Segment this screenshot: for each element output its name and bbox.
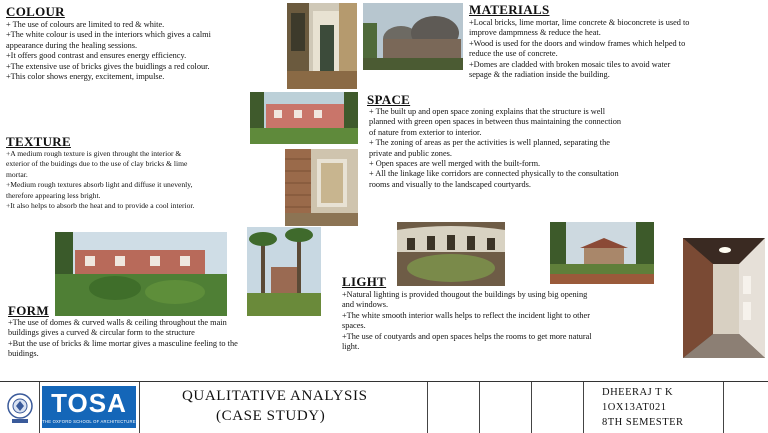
sheet-title-line2: (CASE STUDY) [216, 408, 326, 424]
space-line: rooms and visually to the landscaped courtyards. [369, 179, 531, 189]
form-line: +The use of domes & curved walls & ceiling throughout the main [8, 318, 227, 327]
materials-line: +Local bricks, lime mortar, lime concrete & bioconcrete is used to [469, 18, 690, 27]
light-line: light. [342, 342, 360, 352]
space-text [367, 107, 747, 190]
texture-line: +It also helps to absorb the heat and to provide a cool interior. [6, 201, 195, 211]
light-heading: LIGHT [342, 274, 387, 289]
seal-cell [0, 382, 40, 433]
form-text [8, 318, 338, 360]
texture-line: therefore appearing less bright. [6, 190, 101, 200]
semester: 8TH SEMESTER [602, 417, 684, 428]
space-line: + All the linkage like corridors are connected physically to the consultation [369, 169, 619, 179]
photo-domes-materials [363, 3, 463, 70]
form-section [8, 304, 338, 360]
light-line: +The white smooth interior walls helps to reflect the incident light to other [342, 310, 590, 320]
colour-line: +It offers good contrast and ensures energy efficiency. [6, 51, 187, 61]
materials-line: +Domes are cladded with broken mosaic tiles to avoid water [469, 59, 671, 69]
student-name: DHEERAJ T K [602, 387, 674, 398]
title-cell [140, 382, 428, 433]
tosa-logo [42, 386, 136, 428]
light-line: and windows. [342, 300, 389, 310]
colour-line: + The use of colours are limited to red & white. [6, 20, 165, 29]
light-line: +Natural lighting is provided thougout the buildings by using big opening [342, 290, 588, 299]
colour-text [6, 20, 286, 82]
texture-line: mortar. [6, 169, 28, 179]
student-cell [584, 382, 724, 433]
space-heading: SPACE [367, 92, 411, 107]
blank-cell-4 [724, 382, 768, 433]
blank-cell-2 [480, 382, 532, 433]
space-section [367, 93, 747, 190]
colour-line: +The white colour is used in the interiors which gives a calmi [6, 30, 211, 40]
photo-palm-courtyard [247, 227, 321, 316]
light-section [342, 275, 680, 352]
space-line: planned with green open spaces in between thus maintaining the connection [369, 117, 622, 127]
space-line: private and public zones. [369, 148, 452, 158]
colour-line: +The extensive use of bricks gives the buidlings a red colour. [6, 61, 210, 71]
photo-interior-colour [287, 3, 357, 89]
form-line: buildings gives a curved & circular form to the structure [8, 328, 195, 338]
materials-text [469, 18, 767, 80]
colour-section [6, 5, 286, 82]
texture-section [6, 135, 282, 211]
student-id: 1OX13AT021 [602, 402, 667, 413]
light-line: spaces. [342, 321, 366, 331]
texture-line: +A medium rough texture is given throught the interior & [6, 149, 182, 158]
form-heading: FORM [8, 303, 49, 318]
space-line: + The built up and open space zoning explains that the structure is well [369, 107, 606, 116]
space-line: + Open spaces are well merged with the built-form. [369, 159, 541, 169]
blank-cell-1 [428, 382, 480, 433]
light-text [342, 290, 680, 352]
materials-line: sepage & the radiation inside the building. [469, 70, 610, 80]
school-seal-icon [6, 391, 34, 425]
materials-line: reduce the use of concrete. [469, 49, 558, 59]
logo-text: TOSA [51, 388, 127, 418]
blank-cell-3 [532, 382, 584, 433]
colour-heading: COLOUR [6, 4, 65, 19]
texture-line: +Medium rough textures absorb light and diffuse it unevenly, [6, 180, 193, 190]
form-line: +But the use of bricks & lime mortar gives a masculine feeling to the [8, 338, 238, 348]
logo-subtext: THE OXFORD SCHOOL OF ARCHITECTURE [42, 419, 136, 424]
space-line: + The zoning of areas as per the activities is well planned, separating the [369, 138, 610, 148]
texture-line: exterior of the buidings due to the use of clay bricks & lime [6, 159, 188, 169]
materials-line: improve dampmness & reduce the heat. [469, 28, 601, 38]
colour-line: appearance during the healing sessions. [6, 40, 138, 50]
light-line: +The use of coutyards and open spaces helps the rooms to get more natural [342, 331, 592, 341]
texture-text [6, 149, 282, 211]
colour-line: +This color shows energy, excitement, impulse. [6, 72, 165, 82]
materials-line: +Wood is used for the doors and window frames which helped to [469, 38, 686, 48]
title-block [0, 381, 768, 433]
logo-cell [40, 382, 140, 433]
space-line: of nature from exterior to interior. [369, 127, 482, 137]
photo-corridor [683, 238, 765, 358]
sheet-title-line1: QUALITATIVE ANALYSIS [182, 388, 368, 404]
texture-heading: TEXTURE [6, 134, 71, 149]
materials-section [469, 3, 767, 80]
photo-brick-texture [285, 149, 358, 226]
materials-heading: MATERIALS [469, 2, 550, 17]
form-line: buidings. [8, 349, 39, 359]
